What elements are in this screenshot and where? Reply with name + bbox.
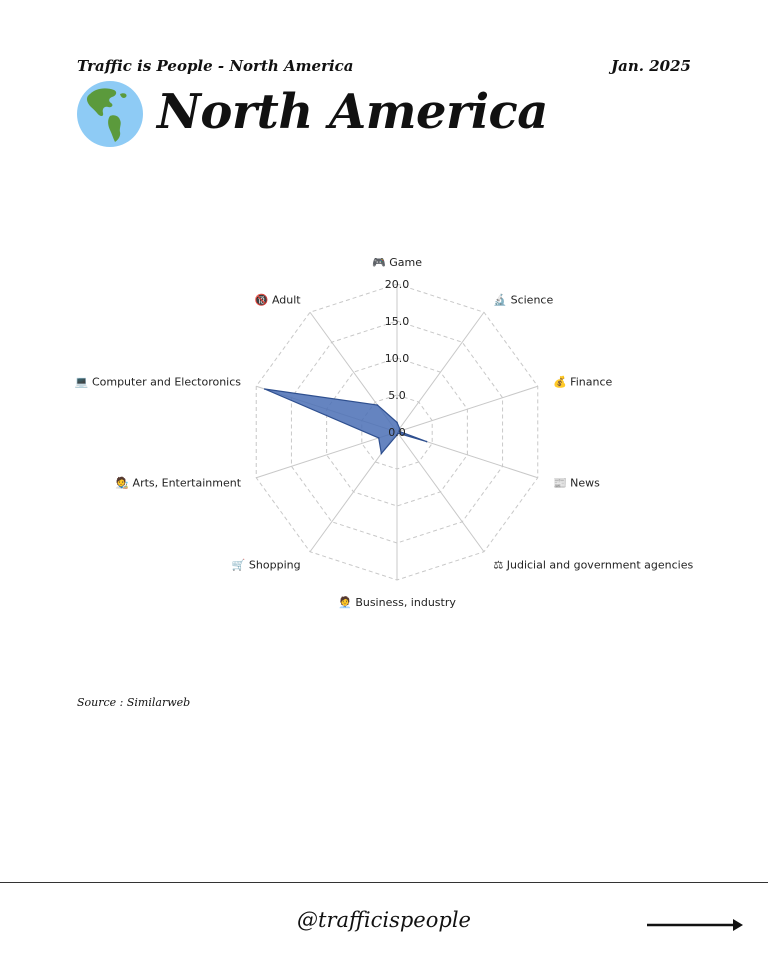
no-under-18-icon: 🔞 bbox=[254, 293, 272, 307]
axis-label-text bbox=[338, 595, 456, 609]
axis-label-no-under-18-icon bbox=[255, 293, 302, 306]
office-worker-icon: 🧑‍💼 bbox=[338, 596, 356, 609]
microscope-icon: 🔬 bbox=[493, 293, 511, 307]
data-point-6 bbox=[381, 453, 383, 455]
axis-label-money-bag-icon bbox=[553, 375, 613, 388]
axis-label-name: Adult bbox=[271, 293, 301, 307]
axis-label-name: Business, industry bbox=[355, 596, 456, 609]
axis-label-scales-icon bbox=[493, 559, 693, 572]
tick-label: 10.0 bbox=[384, 352, 410, 365]
axis-label-text bbox=[255, 293, 302, 306]
date-label: Jan. 2025 bbox=[611, 57, 691, 75]
axis-label-name: Shopping bbox=[248, 558, 301, 572]
tick-label: 20.0 bbox=[384, 278, 410, 291]
data-point-9 bbox=[377, 404, 379, 406]
game-controller-icon: 🎮 bbox=[372, 256, 390, 269]
axis-label-text bbox=[493, 559, 693, 572]
axis-label-name: Computer and Electoronics bbox=[91, 375, 242, 389]
axis-label-laptop-icon bbox=[75, 375, 242, 388]
page-title: North America bbox=[157, 84, 548, 140]
axis-label-microscope-icon bbox=[493, 292, 553, 306]
axis-label-text bbox=[372, 256, 422, 269]
shopping-cart-icon: 🛒 bbox=[231, 558, 249, 572]
laptop-icon: 💻 bbox=[74, 375, 92, 389]
axis-label-text bbox=[493, 292, 553, 306]
tick-label: 0.0 bbox=[388, 426, 406, 439]
newspaper-icon: 📰 bbox=[552, 476, 571, 490]
axis-label-text bbox=[553, 375, 613, 388]
axis-label-name: Science bbox=[510, 293, 554, 307]
series-title: Traffic is People - North America bbox=[77, 57, 354, 75]
axis-label-office-worker-icon bbox=[338, 595, 456, 609]
axis-label-newspaper-icon bbox=[553, 477, 600, 490]
axis-label-name: Game bbox=[389, 256, 422, 269]
axis-label-name: Judicial and government agencies bbox=[506, 558, 694, 572]
axis-label-name: Finance bbox=[570, 375, 613, 389]
artist-icon: 🧑‍🎨 bbox=[115, 476, 133, 490]
axis-label-text bbox=[115, 476, 241, 490]
right-arrow-icon[interactable] bbox=[645, 915, 745, 935]
axis-label-name: Arts, Entertainment bbox=[132, 476, 242, 490]
axis-label-text bbox=[553, 477, 600, 490]
tick-label: 15.0 bbox=[384, 315, 410, 328]
axis-label-text bbox=[232, 559, 301, 572]
data-point-7 bbox=[378, 437, 380, 439]
axis-label-name: News bbox=[570, 476, 600, 490]
axis-label-artist-icon bbox=[115, 476, 241, 490]
data-point-8 bbox=[264, 388, 266, 390]
axis-label-text bbox=[75, 375, 242, 388]
axis-label-shopping-cart-icon bbox=[232, 559, 301, 572]
data-point-3 bbox=[426, 441, 428, 443]
data-point-0 bbox=[396, 422, 398, 424]
axis-label-game-controller-icon bbox=[372, 256, 422, 269]
source-note: Source : Similarweb bbox=[77, 696, 191, 709]
scales-icon: ⚖ bbox=[493, 558, 507, 572]
spoke-4 bbox=[397, 432, 484, 552]
money-bag-icon: 💰 bbox=[552, 375, 571, 389]
spoke-1 bbox=[397, 312, 484, 432]
footer-divider bbox=[0, 882, 768, 883]
social-handle[interactable]: @trafficispeople bbox=[297, 908, 471, 932]
tick-label: 5.0 bbox=[388, 389, 406, 402]
